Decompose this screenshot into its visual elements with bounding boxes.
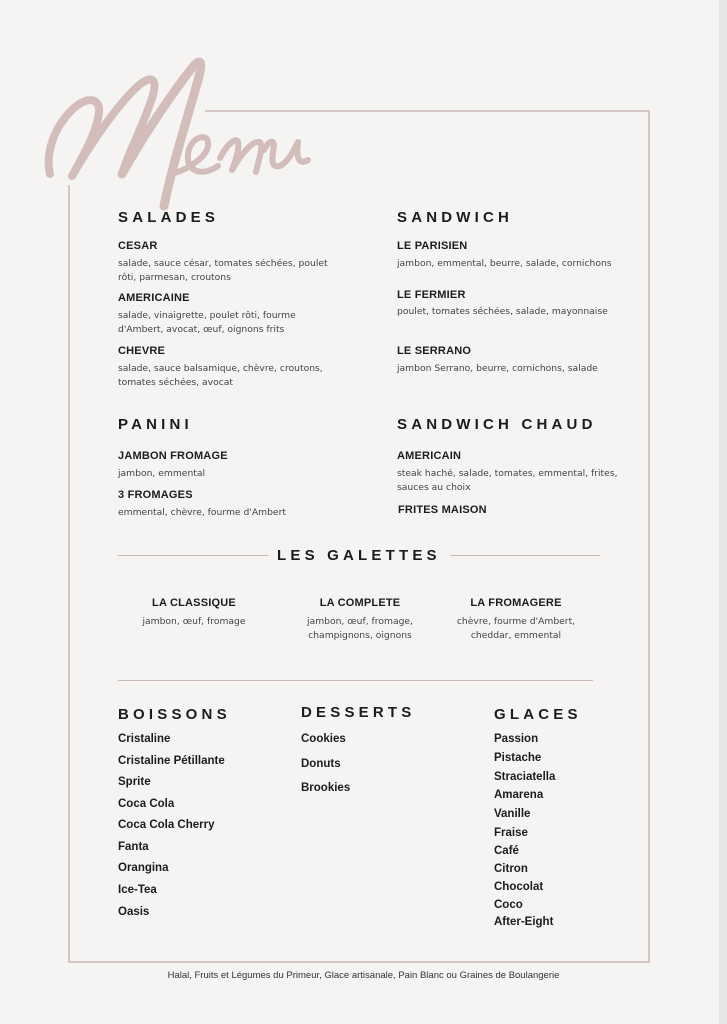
sandwich-serrano-name: LE SERRANO <box>397 345 472 357</box>
sandwich-fermier-name: LE FERMIER <box>397 289 466 301</box>
menu-frame <box>68 110 650 963</box>
glace-item: Chocolat <box>494 881 544 893</box>
galette-classique-name: LA CLASSIQUE <box>152 597 236 609</box>
glace-item: Straciatella <box>494 771 556 783</box>
boisson-item: Fanta <box>118 841 149 853</box>
sandwich-chaud-title: SANDWICH CHAUD <box>397 416 597 433</box>
salade-americaine-desc: salade, vinaigrette, poulet rôti, fourme d'Ambert, avocat, œuf, oignons frits <box>118 310 296 335</box>
panini-title: PANINI <box>118 416 193 433</box>
boisson-item: Coca Cola <box>118 798 175 810</box>
glace-item: Café <box>494 845 519 857</box>
dessert-item: Donuts <box>301 758 341 770</box>
panini-3fromages-desc: emmental, chèvre, fourme d'Ambert <box>118 507 286 518</box>
menu-script-logo <box>42 46 322 211</box>
galette-fromagere-desc: chèvre, fourme d'Ambert, cheddar, emmental <box>456 616 576 641</box>
sandwich-fermier-desc: poulet, tomates séchées, salade, mayonnaise <box>397 306 608 317</box>
glace-item: Fraise <box>494 827 528 839</box>
sandwich-title: SANDWICH <box>397 209 514 226</box>
panini-3fromages-name: 3 FROMAGES <box>118 489 193 501</box>
galette-complete-name: LA COMPLETE <box>319 597 401 609</box>
panini-jambon-name: JAMBON FROMAGE <box>118 450 228 462</box>
sandwich-parisien-name: LE PARISIEN <box>397 240 468 252</box>
footer-note: Halal, Fruits et Légumes du Primeur, Glace artisanale, Pain Blanc ou Graines de Boulangerie <box>167 970 560 981</box>
salade-americaine-name: AMERICAINE <box>118 292 190 304</box>
boissons-title: BOISSONS <box>118 706 231 723</box>
galette-classique-desc: jambon, œuf, fromage <box>142 616 246 627</box>
galette-complete-desc: jambon, œuf, fromage, champignons, oignons <box>307 616 413 641</box>
glace-item: Amarena <box>494 789 544 801</box>
sandwich-parisien-desc: jambon, emmental, beurre, salade, cornichons <box>397 258 612 269</box>
boisson-item: Cristaline <box>118 733 171 745</box>
chaud-americain-desc: steak haché, salade, tomates, emmental, frites, sauces au choix <box>397 468 618 493</box>
panini-jambon-desc: jambon, emmental <box>118 468 206 479</box>
glaces-title: GLACES <box>494 706 582 723</box>
chaud-americain-name: AMERICAIN <box>397 450 462 462</box>
galettes-rule-right <box>450 555 600 556</box>
boisson-item: Oasis <box>118 906 150 918</box>
page-edge <box>719 0 727 1024</box>
galette-fromagere-name: LA FROMAGERE <box>470 597 562 609</box>
chaud-frites-name: FRITES MAISON <box>398 504 487 516</box>
drinks-separator <box>118 680 593 681</box>
salade-chevre-desc: salade, sauce balsamique, chèvre, croutons, tomates séchées, avocat <box>118 363 323 388</box>
salade-cesar-desc: salade, sauce césar, tomates séchées, poulet rôti, parmesan, croutons <box>118 258 328 283</box>
dessert-item: Cookies <box>301 733 346 745</box>
salade-chevre-name: CHEVRE <box>118 345 166 357</box>
galettes-rule-left <box>118 555 268 556</box>
glace-item: After-Eight <box>494 916 554 928</box>
boisson-item: Cristaline Pétillante <box>118 755 225 767</box>
boisson-item: Orangina <box>118 862 169 874</box>
salade-cesar-name: CESAR <box>118 240 158 252</box>
salades-title: SALADES <box>118 209 220 226</box>
boisson-item: Sprite <box>118 776 151 788</box>
dessert-item: Brookies <box>301 782 351 794</box>
glace-item: Pistache <box>494 752 542 764</box>
glace-item: Citron <box>494 863 528 875</box>
boisson-item: Ice-Tea <box>118 884 157 896</box>
boisson-item: Coca Cola Cherry <box>118 819 215 831</box>
desserts-title: DESSERTS <box>301 704 416 721</box>
glace-item: Passion <box>494 733 539 745</box>
sandwich-serrano-desc: jambon Serrano, beurre, cornichons, salade <box>397 363 598 374</box>
galettes-title: LES GALETTES <box>277 547 441 564</box>
glace-item: Coco <box>494 899 523 911</box>
glace-item: Vanille <box>494 808 531 820</box>
